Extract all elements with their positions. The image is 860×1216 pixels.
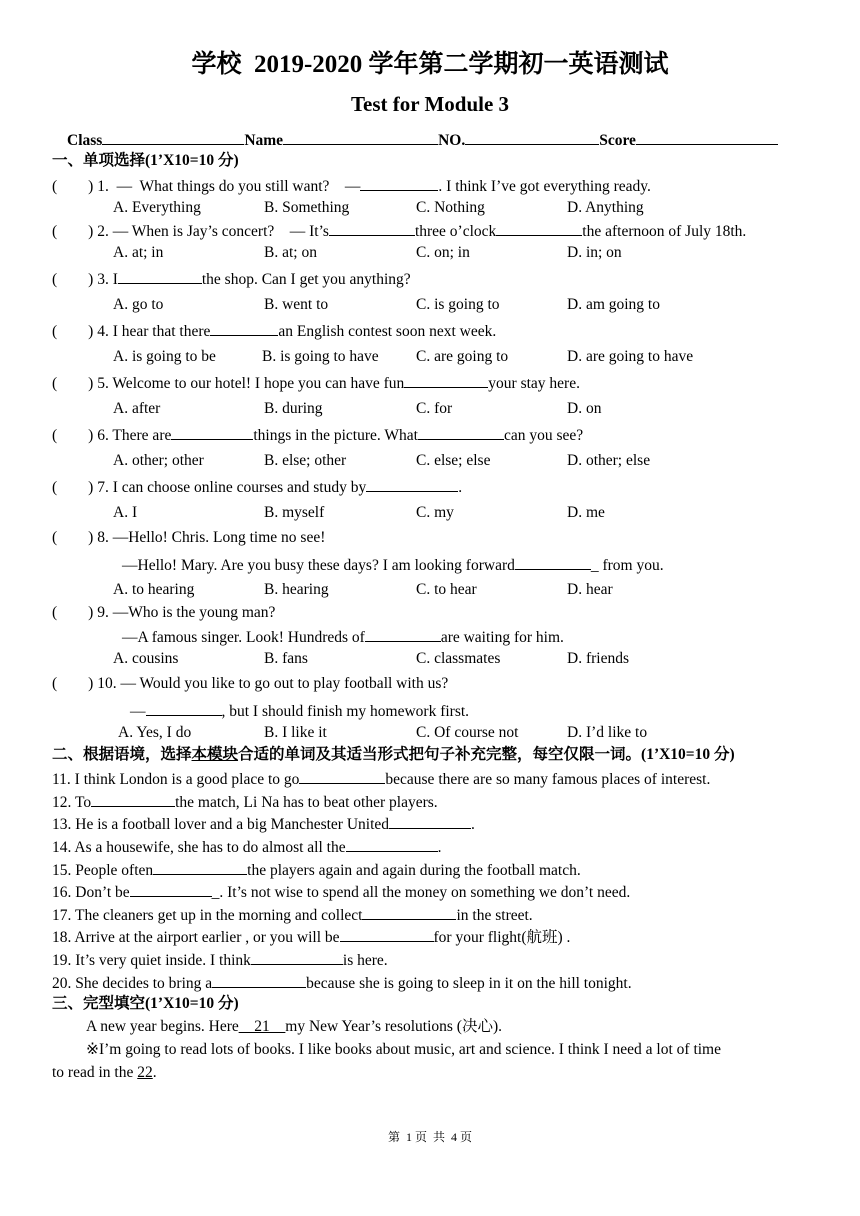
answer-blank[interactable] [299,768,385,784]
option-a: A. is going to be [113,348,216,365]
option-a: A. after [113,400,161,417]
question-text: . [458,479,463,496]
question-text: can you see? [503,427,584,444]
cloze-blank-22[interactable]: 22 [137,1064,153,1081]
answer-blank[interactable] [146,700,222,716]
question-8 [52,528,325,548]
question-5 [52,372,580,394]
question-text: 2. — When is Jay’s concert? — It’s [93,223,329,240]
question-1 [52,175,651,197]
option-c: C. classmates [416,650,501,667]
option-b: B. else; other [264,452,347,469]
question-3 [52,268,411,290]
option-a: A. at; in [113,244,164,261]
answer-blank[interactable] [362,904,456,920]
option-c: C. Of course not [416,724,519,741]
option-c: C. Nothing [416,199,485,216]
option-d: D. in; on [567,244,622,261]
fill-item-12: 12. To the match, Li Na has to beat other players. [52,791,438,813]
answer-blank[interactable] [389,813,471,829]
question-9-line2 [122,626,564,648]
answer-blank[interactable] [346,836,438,852]
answer-paren[interactable]: ( ) [52,604,94,621]
answer-blank[interactable] [329,220,415,236]
answer-blank[interactable] [404,372,488,388]
answer-blank[interactable] [210,320,278,336]
answer-blank[interactable] [360,175,438,191]
option-c: C. for [416,400,453,417]
answer-blank[interactable] [496,220,582,236]
option-d: D. me [567,504,605,521]
question-text: —A famous singer. Look! Hundreds of [122,629,365,646]
answer-blank[interactable] [418,424,504,440]
question-text: 5. Welcome to our hotel! I hope you can have fun [93,375,405,392]
answer-paren[interactable]: ( ) [52,375,94,392]
section2-heading: 二、根据语境，选择本模块合适的单词及其适当形式把句子补充完整，每空仅限一词。(1’X10=10 分) [52,746,735,763]
answer-paren[interactable]: ( ) [52,271,94,288]
option-c: C. are going to [416,348,509,365]
option-b: B. went to [264,296,329,313]
question-text: 10. — Would you like to go out to play football with us? [93,675,449,692]
answer-paren[interactable]: ( ) [52,479,94,496]
option-a: A. Everything [113,199,201,216]
name-label: Name [244,132,284,149]
answer-paren[interactable]: ( ) [52,675,94,692]
question-9 [52,603,275,623]
option-b: B. myself [264,504,325,521]
answer-blank[interactable] [91,791,175,807]
option-a: A. go to [113,296,164,313]
answer-blank[interactable] [515,554,591,570]
name-blank[interactable] [283,129,438,145]
answer-blank[interactable] [153,859,247,875]
fill-item-19: 19. It’s very quiet inside. I think is here. [52,949,388,971]
question-text: are waiting for him. [440,629,564,646]
fill-item-18: 18. Arrive at the airport earlier , or you will be for your flight(航班) . [52,926,570,948]
answer-blank[interactable] [130,881,212,897]
cloze-paragraph-1: A new year begins. Here__21__my New Year’s resolutions (决心). [86,1018,502,1035]
fill-item-15: 15. People often the players again and again during the football match. [52,859,581,881]
question-text: 7. I can choose online courses and study by [93,479,367,496]
option-c: C. my [416,504,454,521]
answer-paren[interactable]: ( ) [52,223,94,240]
fill-item-14: 14. As a housewife, she has to do almost all the . [52,836,441,858]
question-text: 3. I [93,271,118,288]
question-text: — [130,703,146,720]
section3-heading: 三、完型填空(1’X10=10 分) [52,995,239,1012]
question-10 [52,674,448,694]
fill-item-16: 16. Don’t be _. It’s not wise to spend all the money on something we don’t need. [52,881,630,903]
option-b: B. Something [264,199,350,216]
answer-paren[interactable]: ( ) [52,178,94,195]
no-label: NO. [438,132,466,149]
question-text: things in the picture. What [253,427,418,444]
question-text: _ from you. [590,557,664,574]
option-a: A. I [113,504,138,521]
option-b: B. fans [264,650,308,667]
option-a: A. cousins [113,650,179,667]
fill-item-11: 11. I think London is a good place to go because there are so many famous places of interest. [52,768,710,790]
page-footer: 第 1 页 共 4 页 [387,1130,472,1144]
question-text: your stay here. [488,375,580,392]
answer-blank[interactable] [118,268,202,284]
question-text: 9. —Who is the young man? [93,604,276,621]
option-a: A. Yes, I do [118,724,192,741]
question-text: 6. There are [93,427,172,444]
answer-paren[interactable]: ( ) [52,427,94,444]
section1-heading: 一、单项选择(1’X10=10 分) [52,152,239,169]
score-label: Score [599,132,636,149]
answer-paren[interactable]: ( ) [52,323,94,340]
question-2 [52,220,746,242]
question-10-line2 [130,700,469,722]
document-title-english: Test for Module 3 [350,92,510,116]
answer-blank[interactable] [366,476,458,492]
answer-paren[interactable]: ( ) [52,529,94,546]
option-c: C. is going to [416,296,500,313]
question-text: 1. — What things do you still want? — [93,178,361,195]
no-blank[interactable] [465,129,599,145]
document-title-chinese: 学校 2019-2020 学年第二学期初一英语测试 [191,51,669,78]
option-d: D. on [567,400,602,417]
cloze-blank-21[interactable]: __21__ [238,1018,286,1035]
option-b: B. at; on [264,244,317,261]
option-d: D. am going to [567,296,660,313]
question-text: 8. —Hello! Chris. Long time no see! [93,529,326,546]
answer-blank[interactable] [365,626,441,642]
question-text: three o’clock [414,223,497,240]
fill-item-20: 20. She decides to bring a because she is going to sleep in it on the hill tonight. [52,972,632,994]
question-text: . I think I’ve got everything ready. [438,178,651,195]
class-blank[interactable] [102,129,244,145]
cloze-paragraph-2: ※I’m going to read lots of books. I like books about music, art and science. I think I need a lot of time [86,1041,721,1058]
answer-blank[interactable] [171,424,253,440]
option-d: D. friends [567,650,629,667]
question-text: an English contest soon next week. [278,323,497,340]
question-4 [52,320,496,342]
question-text: —Hello! Mary. Are you busy these days? I am looking forward [122,557,515,574]
option-b: B. hearing [264,581,329,598]
answer-blank[interactable] [212,972,306,988]
question-text: 4. I hear that there [93,323,211,340]
question-7 [52,476,462,498]
option-b: B. I like it [264,724,327,741]
question-text: , but I should finish my homework first. [221,703,470,720]
fill-item-13: 13. He is a football lover and a big Manchester United . [52,813,475,835]
option-d: D. hear [567,581,613,598]
answer-blank[interactable] [340,926,434,942]
student-info-line [67,129,778,151]
option-c: C. on; in [416,244,470,261]
option-d: D. I’d like to [567,724,648,741]
score-blank[interactable] [636,129,778,145]
option-c: C. to hear [416,581,477,598]
option-d: D. Anything [567,199,644,216]
cloze-paragraph-2-cont: to read in the 22. [52,1064,157,1081]
option-d: D. other; else [567,452,651,469]
option-b: B. during [264,400,323,417]
question-text: the shop. Can I get you anything? [201,271,411,288]
option-c: C. else; else [416,452,491,469]
option-a: A. to hearing [113,581,195,598]
answer-blank[interactable] [251,949,343,965]
option-b: B. is going to have [262,348,379,365]
question-6 [52,424,583,446]
question-8-line2 [122,554,664,576]
fill-item-17: 17. The cleaners get up in the morning and collect in the street. [52,904,533,926]
question-text: the afternoon of July 18th. [582,223,747,240]
option-a: A. other; other [113,452,204,469]
option-d: D. are going to have [567,348,694,365]
class-label: Class [67,132,103,149]
